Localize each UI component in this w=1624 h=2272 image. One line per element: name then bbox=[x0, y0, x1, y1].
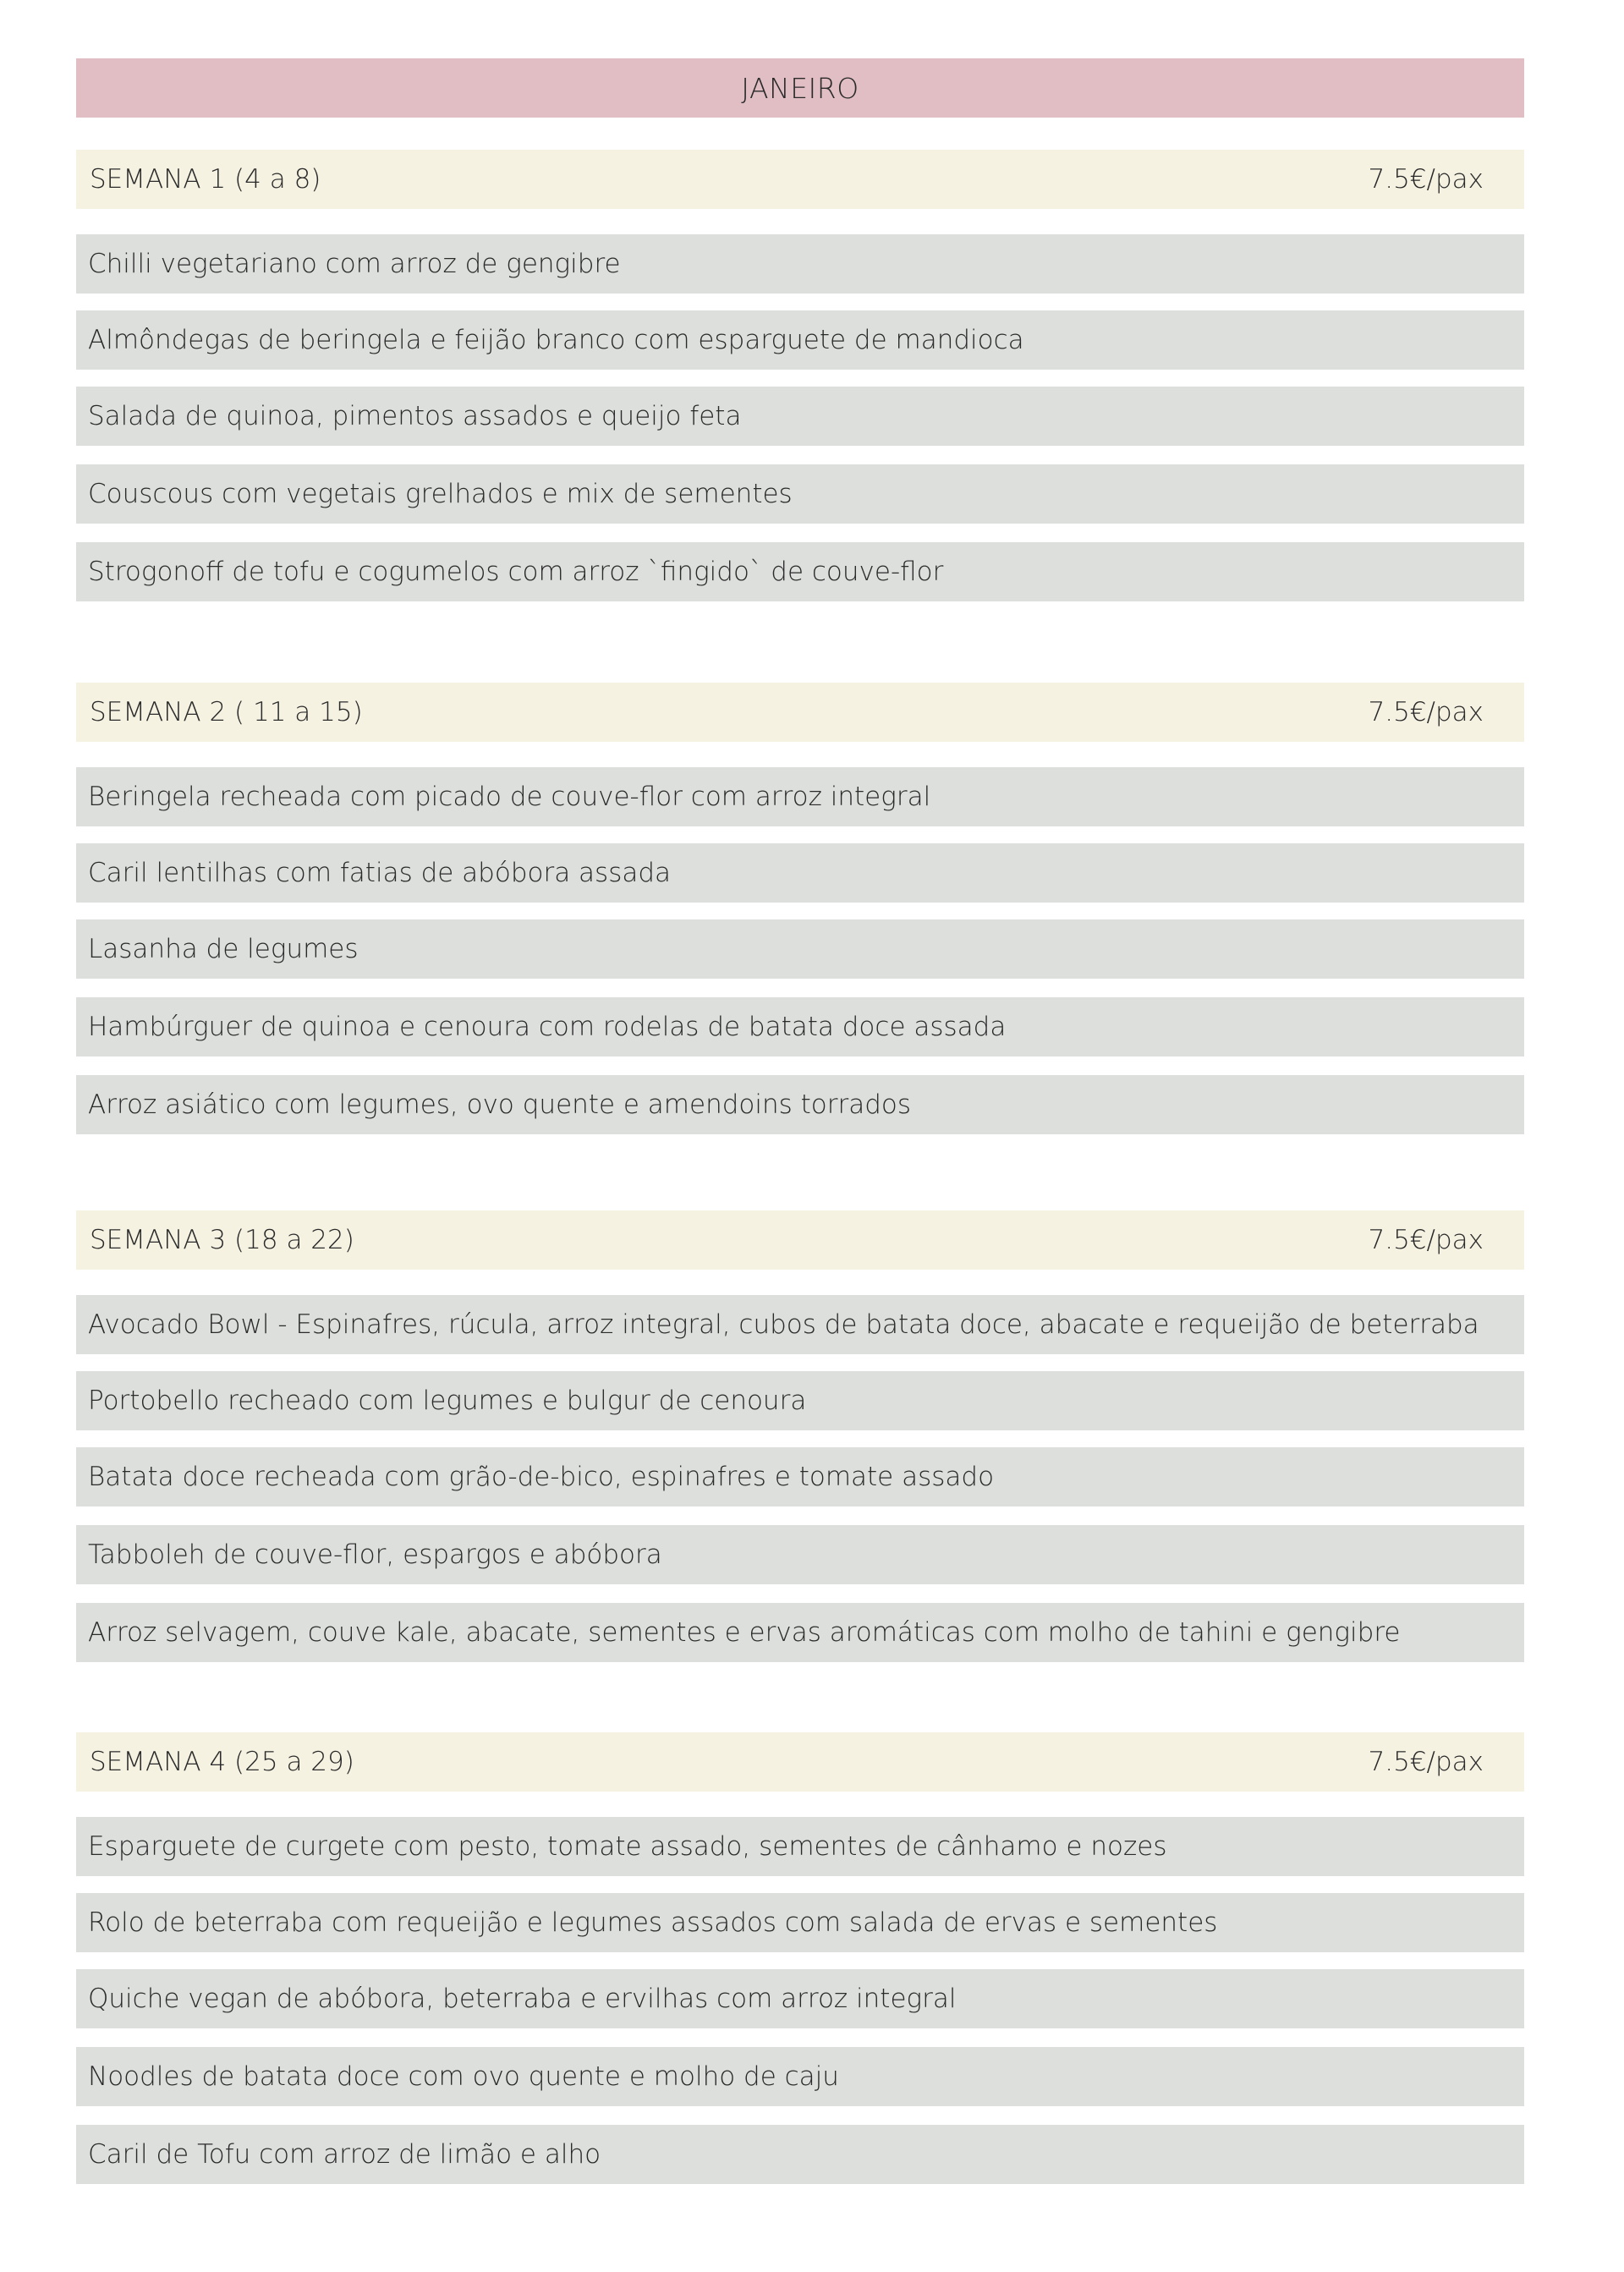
week-title: SEMANA 2 ( 11 a 15) bbox=[90, 697, 363, 727]
dish-item: Caril lentilhas com fatias de abóbora assada bbox=[76, 843, 1524, 903]
week-price: 7.5€/pax bbox=[1368, 697, 1484, 727]
dish-list bbox=[76, 1295, 1524, 1662]
dish-item: Beringela recheada com picado de couve-flor com arroz integral bbox=[76, 767, 1524, 826]
week-header bbox=[76, 683, 1524, 742]
dish-item: Rolo de beterraba com requeijão e legumes assados com salada de ervas e sementes bbox=[76, 1893, 1524, 1952]
week-section-4 bbox=[76, 1732, 1524, 2201]
week-section-1 bbox=[76, 150, 1524, 618]
week-title: SEMANA 3 (18 a 22) bbox=[90, 1225, 354, 1255]
dish-item: Arroz asiático com legumes, ovo quente e amendoins torrados bbox=[76, 1075, 1524, 1134]
dish-item: Salada de quinoa, pimentos assados e queijo feta bbox=[76, 387, 1524, 446]
week-section-3 bbox=[76, 1210, 1524, 1679]
dish-item: Quiche vegan de abóbora, beterraba e ervilhas com arroz integral bbox=[76, 1969, 1524, 2028]
dish-item: Almôndegas de beringela e feijão branco com esparguete de mandioca bbox=[76, 310, 1524, 370]
week-title: SEMANA 4 (25 a 29) bbox=[90, 1747, 354, 1777]
dish-item: Caril de Tofu com arroz de limão e alho bbox=[76, 2125, 1524, 2184]
month-header bbox=[76, 58, 1524, 118]
dish-item: Chilli vegetariano com arroz de gengibre bbox=[76, 234, 1524, 294]
dish-item: Couscous com vegetais grelhados e mix de sementes bbox=[76, 464, 1524, 524]
week-header bbox=[76, 1210, 1524, 1270]
dish-item: Esparguete de curgete com pesto, tomate assado, sementes de cânhamo e nozes bbox=[76, 1817, 1524, 1876]
dish-item: Lasanha de legumes bbox=[76, 919, 1524, 979]
dish-list bbox=[76, 1817, 1524, 2184]
week-header bbox=[76, 1732, 1524, 1792]
week-price: 7.5€/pax bbox=[1368, 1747, 1484, 1777]
week-section-2 bbox=[76, 683, 1524, 1151]
dish-item: Portobello recheado com legumes e bulgur de cenoura bbox=[76, 1371, 1524, 1430]
dish-item: Strogonoff de tofu e cogumelos com arroz `fingido` de couve-flor bbox=[76, 542, 1524, 601]
week-price: 7.5€/pax bbox=[1368, 164, 1484, 195]
dish-item: Batata doce recheada com grão-de-bico, espinafres e tomate assado bbox=[76, 1447, 1524, 1506]
week-price: 7.5€/pax bbox=[1368, 1225, 1484, 1255]
dish-item: Arroz selvagem, couve kale, abacate, sementes e ervas aromáticas com molho de tahini e gengibre bbox=[76, 1603, 1524, 1662]
week-header bbox=[76, 150, 1524, 209]
dish-list bbox=[76, 767, 1524, 1134]
dish-item: Hambúrguer de quinoa e cenoura com rodelas de batata doce assada bbox=[76, 997, 1524, 1056]
dish-list bbox=[76, 234, 1524, 601]
month-title: JANEIRO bbox=[741, 71, 859, 105]
dish-item: Tabboleh de couve-flor, espargos e abóbora bbox=[76, 1525, 1524, 1584]
week-title: SEMANA 1 (4 a 8) bbox=[90, 164, 321, 195]
dish-item: Avocado Bowl - Espinafres, rúcula, arroz integral, cubos de batata doce, abacate e requeijão de beterraba bbox=[76, 1295, 1524, 1354]
dish-item: Noodles de batata doce com ovo quente e molho de caju bbox=[76, 2047, 1524, 2106]
